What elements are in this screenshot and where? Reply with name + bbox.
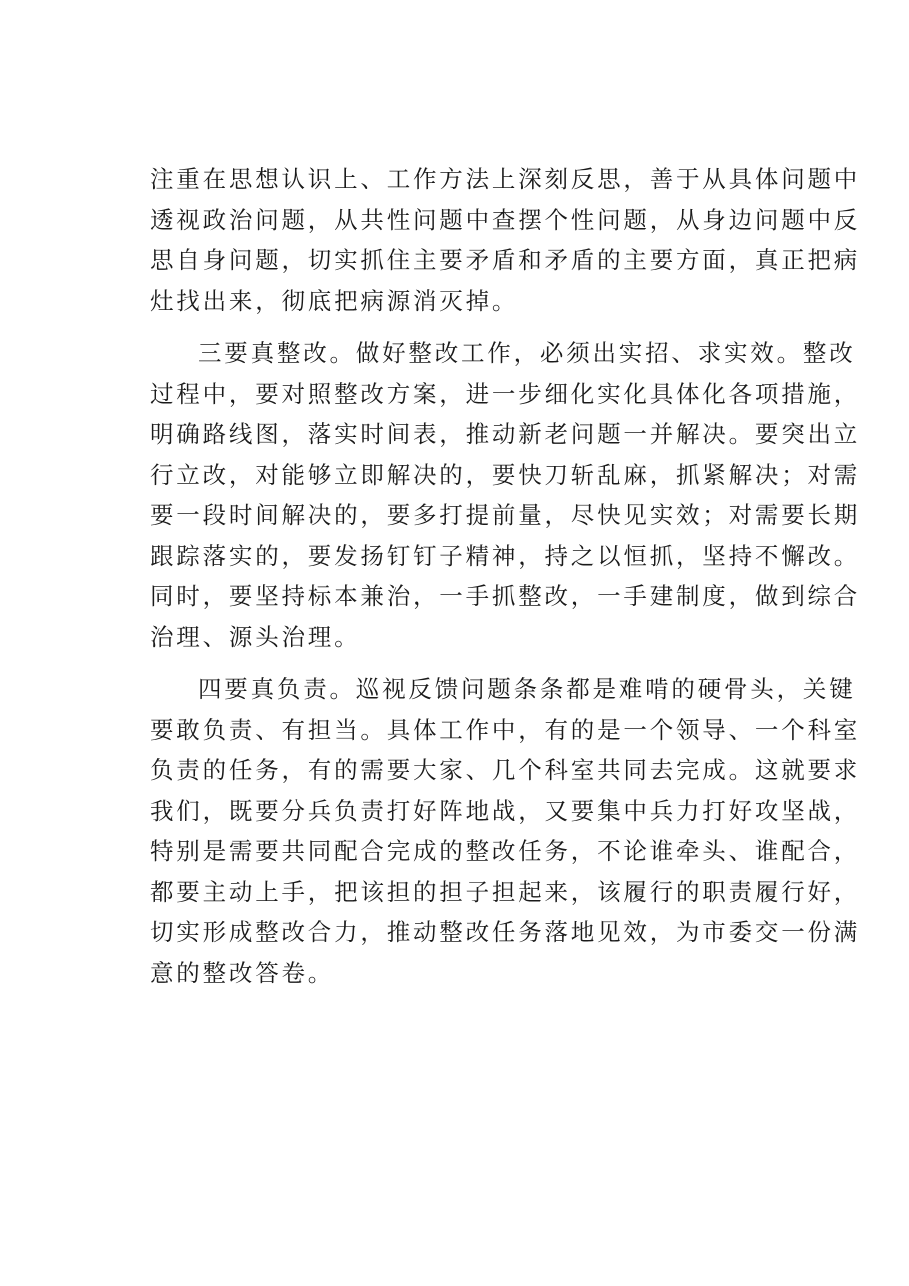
paragraph-true-rectification — [150, 333, 861, 657]
paragraph-line: 注重在思想认识上、工作方法上深刻反思，善于从具体问题中 — [150, 165, 861, 193]
paragraph-line: 治理、源头治理。 — [150, 622, 361, 651]
paragraph-line: 特别是需要共同配合完成的整改任务，不论谁牵头、谁配合， — [150, 837, 861, 865]
paragraph-line: 过程中，要对照整改方案，进一步细化实化具体化各项措施， — [150, 379, 861, 408]
paragraph-line: 思自身问题，切实抓住主要矛盾和矛盾的主要方面，真正把病 — [150, 246, 861, 274]
paragraph-line: 我们，既要分兵负责打好阵地战，又要集中兵力打好攻坚战， — [150, 796, 861, 825]
paragraph-line: 灶找出来，彻底把病源消灭掉。 — [150, 286, 519, 315]
paragraph-line: 行立改，对能够立即解决的，要快刀斩乱麻，抓紧解决；对需 — [150, 460, 861, 489]
paragraph-line: 意的整改答卷。 — [150, 958, 335, 987]
paragraph-line: 同时，要坚持标本兼治，一手抓整改，一手建制度，做到综合 — [150, 582, 861, 610]
paragraph-line: 透视政治问题，从共性问题中查摆个性问题，从身边问题中反 — [150, 205, 861, 234]
paragraph-line: 切实形成整改合力，推动整改任务落地见效，为市委交一份满 — [150, 918, 861, 946]
paragraph-line: 要敢负责、有担当。具体工作中，有的是一个领导、一个科室 — [150, 715, 861, 744]
paragraph-line: 负责的任务，有的需要大家、几个科室共同去完成。这就要求 — [150, 756, 861, 784]
paragraph-spacer — [150, 321, 799, 333]
paragraph-line: 要一段时间解决的，要多打提前量，尽快见实效；对需要长期 — [150, 501, 861, 529]
document-body — [150, 159, 861, 993]
paragraph-line: 三要真整改。做好整改工作，必须出实招、求实效。整改 — [198, 339, 856, 367]
paragraph-line: 四要真负责。巡视反馈问题条条都是难啃的硬骨头，关键 — [198, 675, 856, 703]
paragraph-spacer — [150, 657, 799, 669]
paragraph-line: 明确路线图，落实时间表，推动新老问题一并解决。要突出立 — [150, 420, 861, 448]
paragraph-reflection-continued — [150, 159, 861, 321]
paragraph-line: 都要主动上手，把该担的担子担起来，该履行的职责履行好， — [150, 877, 861, 906]
paragraph-true-responsibility — [150, 669, 861, 993]
paragraph-line: 跟踪落实的，要发扬钉钉子精神，持之以恒抓，坚持不懈改。 — [150, 541, 861, 570]
